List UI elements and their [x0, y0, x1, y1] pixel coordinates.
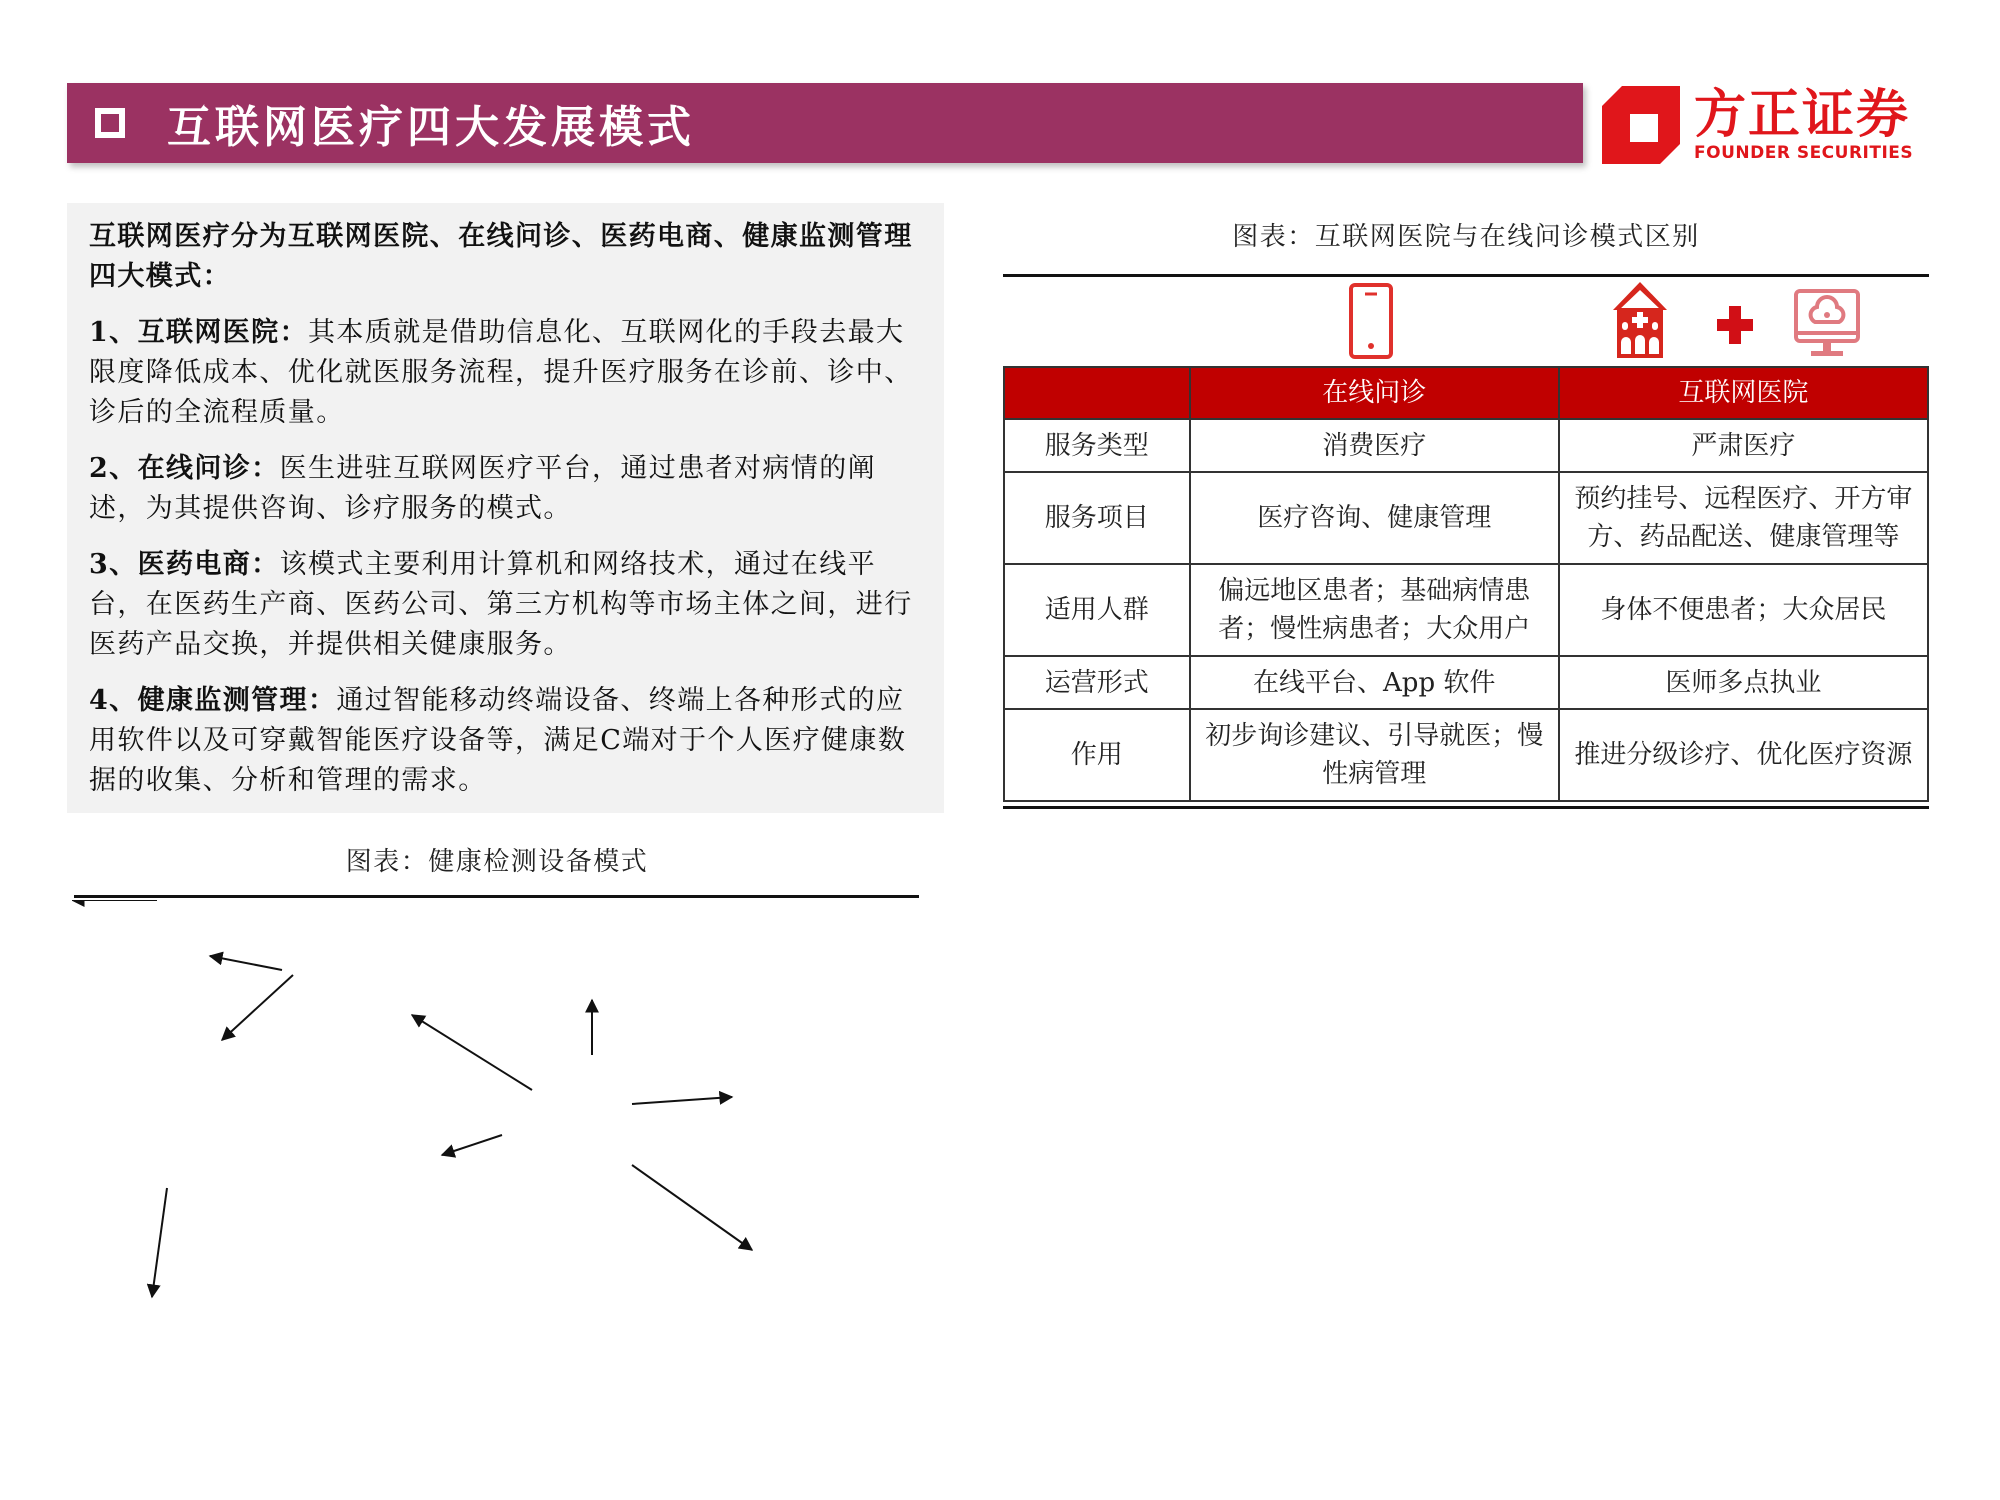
table-bottom-rule — [1003, 806, 1929, 809]
row-label: 作用 — [1004, 709, 1190, 801]
column-header-hospital: 互联网医院 — [1559, 367, 1928, 419]
cell-hospital: 推进分级诊疗、优化医疗资源 — [1559, 709, 1928, 801]
intro-item-head: 1、互联网医院： — [89, 317, 308, 348]
intro-item — [89, 449, 924, 529]
intro-text-panel — [67, 203, 944, 813]
page-title: 互联网医疗四大发展模式 — [167, 102, 695, 153]
intro-item-body: 该模式主要利用计算机和网络技术，通过在线平台，在医药生产商、医药公司、第三方机构等市场主体之间，进行医药产品交换，并提供相关健康服务。 — [89, 549, 913, 660]
square-bullet-icon — [95, 108, 125, 138]
table-row — [1004, 564, 1928, 656]
hospital-icon — [1611, 280, 1669, 360]
logo-name-en: FOUNDER SECURITIES — [1694, 143, 1914, 163]
smartphone-icon — [1348, 282, 1394, 360]
internet-hospital-vs-online-consultation-table — [1003, 366, 1929, 802]
column-header-blank — [1004, 367, 1190, 419]
intro-item — [89, 313, 924, 433]
caption-rule — [1003, 274, 1929, 277]
table-row — [1004, 472, 1928, 564]
cell-hospital: 身体不便患者；大众居民 — [1559, 564, 1928, 656]
cloud-monitor-icon — [1793, 288, 1861, 360]
founder-securities-logo — [1600, 80, 1930, 170]
intro-item-body: 其本质就是借助信息化、互联网化的手段去最大限度降低成本、优化就医服务流程，提升医疗服务在诊前、诊中、诊后的全流程质量。 — [89, 317, 913, 428]
intro-item-head: 3、医药电商： — [89, 549, 280, 580]
cell-online: 在线平台、App 软件 — [1190, 656, 1559, 709]
diagram-connectors — [72, 900, 922, 1405]
intro-item — [89, 681, 924, 801]
table-row — [1004, 419, 1928, 472]
row-label: 服务项目 — [1004, 472, 1190, 564]
column-header-online: 在线问诊 — [1190, 367, 1559, 419]
intro-item-body: 通过智能移动终端设备、终端上各种形式的应用软件以及可穿戴智能医疗设备等，满足C端对于个人医疗健康数据的收集、分析和管理的需求。 — [89, 685, 907, 796]
caption-rule — [74, 895, 919, 898]
row-label: 服务类型 — [1004, 419, 1190, 472]
cell-online: 医疗咨询、健康管理 — [1190, 472, 1559, 564]
cell-online: 初步询诊建议、引导就医；慢性病管理 — [1190, 709, 1559, 801]
section-title-bar — [67, 83, 1583, 163]
row-label: 运营形式 — [1004, 656, 1190, 709]
health-monitoring-diagram — [72, 900, 922, 1405]
cell-hospital: 预约挂号、远程医疗、开方审方、药品配送、健康管理等 — [1559, 472, 1928, 564]
compare-table-caption: 图表：互联网医院与在线问诊模式区别 — [1232, 222, 1700, 252]
cell-hospital: 医师多点执业 — [1559, 656, 1928, 709]
intro-item-body: 医生进驻互联网医疗平台，通过患者对病情的阐述，为其提供咨询、诊疗服务的模式。 — [89, 453, 876, 524]
cell-online: 偏远地区患者；基础病情患者；慢性病患者；大众用户 — [1190, 564, 1559, 656]
logo-name-cn: 方正证券 — [1694, 85, 1911, 145]
plus-icon — [1717, 306, 1753, 344]
intro-lead: 互联网医疗分为互联网医院、在线问诊、医药电商、健康监测管理四大模式： — [89, 221, 913, 292]
intro-item-head: 4、健康监测管理： — [89, 685, 337, 716]
cell-hospital: 严肃医疗 — [1559, 419, 1928, 472]
compare-icons-row — [1003, 280, 1929, 368]
cell-online: 消费医疗 — [1190, 419, 1559, 472]
intro-item — [89, 545, 924, 665]
intro-item-head: 2、在线问诊： — [89, 453, 280, 484]
founder-logo-icon — [1600, 84, 1682, 166]
table-row — [1004, 656, 1928, 709]
row-label: 适用人群 — [1004, 564, 1190, 656]
table-row — [1004, 709, 1928, 801]
diagram-caption: 图表：健康检测设备模式 — [345, 847, 649, 877]
